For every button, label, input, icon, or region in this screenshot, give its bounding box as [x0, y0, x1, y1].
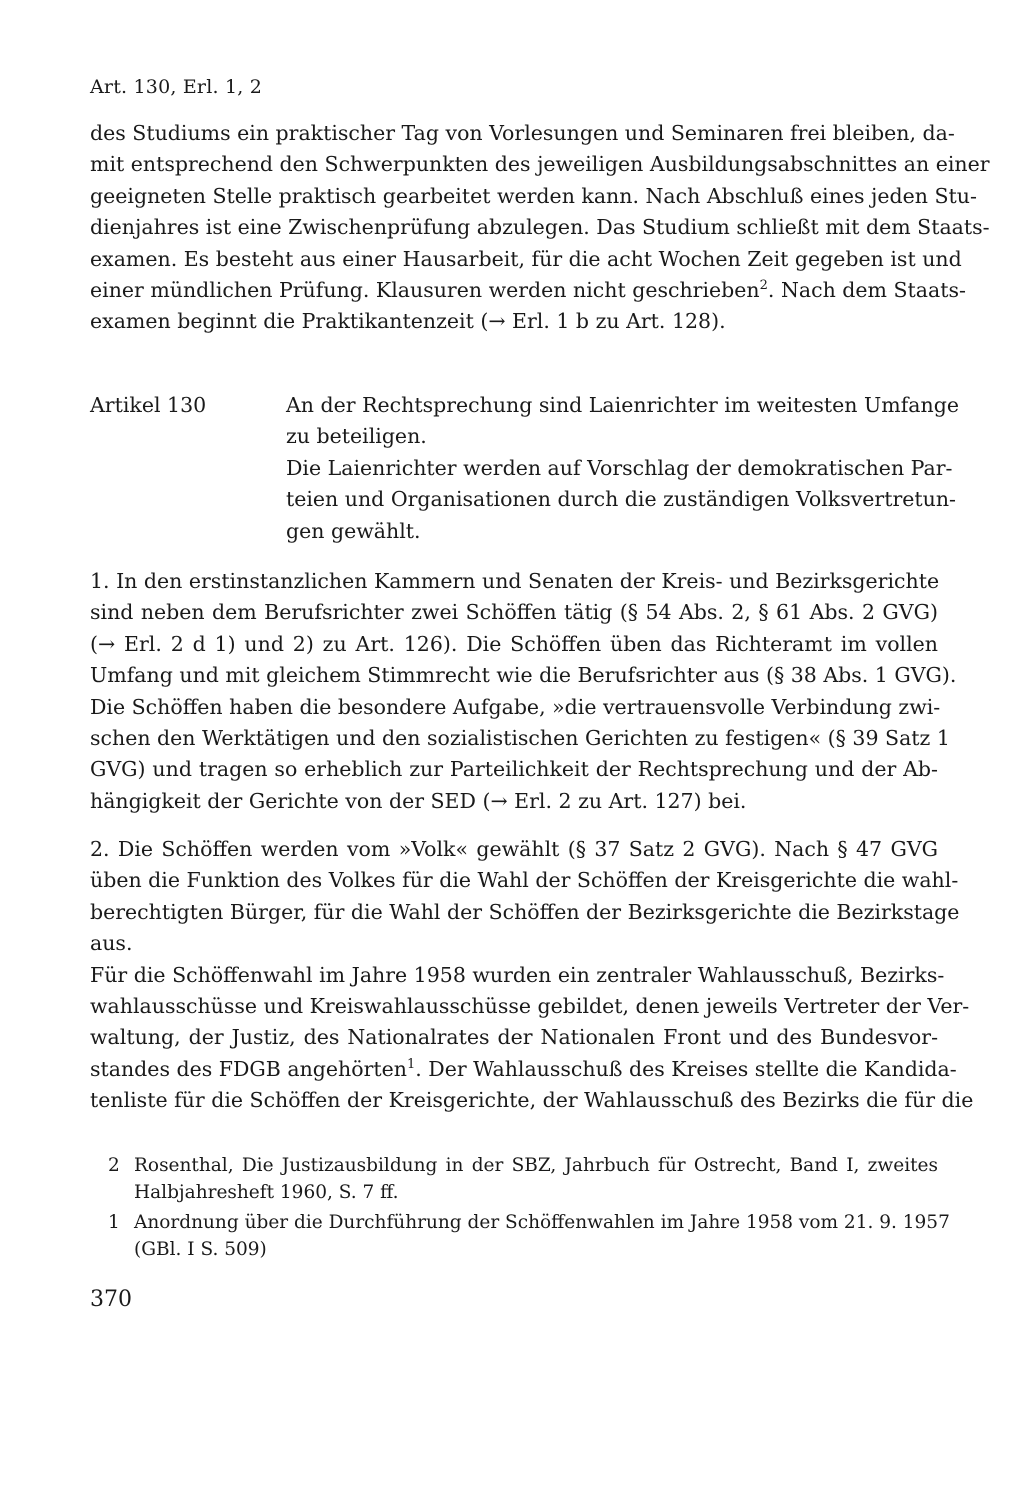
text-line: des Studiums ein praktischer Tag von Vorlesungen und Seminaren frei bleiben, da- — [90, 121, 955, 145]
article-text — [286, 390, 959, 547]
text-line: Die Schöffen haben die besondere Aufgabe, »die vertrauensvolle Verbindung zwi- — [90, 694, 941, 719]
text-segment: . Nach dem Staats- — [767, 278, 966, 303]
footnote-line: Halbjahresheft 1960, S. 7 ff. — [134, 1181, 399, 1203]
text-line: Für die Schöffenwahl im Jahre 1958 wurden ein zentraler Wahlausschuß, Bezirks- — [90, 962, 945, 987]
footnote-reference: 2 — [759, 278, 768, 294]
text-line — [90, 275, 966, 306]
text-line: waltung, der Justiz, des Nationalrates der Nationalen Front und des Bundesvor- — [90, 1025, 938, 1050]
commentary-note-1 — [90, 566, 957, 817]
article-line: zu beteiligen. — [286, 424, 427, 449]
commentary-note-2 — [90, 834, 974, 1117]
article-label: Artikel 130 — [90, 393, 207, 417]
footnote-reference: 1 — [406, 1057, 416, 1073]
text-line: hängigkeit der Gerichte von der SED (→ Erl. 2 zu Art. 127) bei. — [90, 788, 747, 813]
text-line: mit entsprechend den Schwerpunkten des jeweiligen Ausbildungsabschnittes an einer — [90, 152, 990, 177]
text-line: Umfang und mit gleichem Stimmrecht wie die Berufsrichter aus (§ 38 Abs. 1 GVG). — [90, 663, 957, 688]
footnote-number: 1 — [108, 1212, 120, 1233]
footnote-line: Rosenthal, Die Justizausbildung in der SBZ, Jahrbuch für Ostrecht, Band I, zweites — [134, 1155, 938, 1176]
continuation-paragraph — [90, 118, 990, 338]
text-line: berechtigten Bürger, für die Wahl der Schöffen der Bezirksgerichte die Bezirkstage — [90, 899, 960, 924]
text-line: 2. Die Schöffen werden vom »Volk« gewählt (§ 37 Satz 2 GVG). Nach § 47 GVG — [90, 837, 938, 861]
article-line: gen gewählt. — [286, 518, 421, 543]
text-line — [90, 1054, 957, 1085]
text-line: examen beginnt die Praktikantenzeit (→ Erl. 1 b zu Art. 128). — [90, 309, 726, 334]
page-number: 370 — [90, 1287, 132, 1312]
text-segment: einer mündlichen Prüfung. Klausuren werden nicht geschrieben — [90, 278, 760, 303]
article-line: An der Rechtsprechung sind Laienrichter im weitesten Umfange — [286, 393, 959, 417]
text-line: sind neben dem Berufsrichter zwei Schöffen tätig (§ 54 Abs. 2, § 61 Abs. 2 GVG) — [90, 600, 938, 625]
footnote-line: Anordnung über die Durchführung der Schöffenwahlen im Jahre 1958 vom 21. 9. 1957 — [134, 1212, 950, 1233]
text-segment: standes des FDGB angehörten — [90, 1056, 407, 1081]
footnote-number: 2 — [108, 1155, 120, 1176]
footnote — [108, 1153, 938, 1206]
text-line: schen den Werktätigen und den sozialistischen Gerichten zu festigen« (§ 39 Satz 1 — [90, 726, 950, 751]
footnotes — [108, 1153, 950, 1267]
text-line: GVG) und tragen so erheblich zur Parteilichkeit der Rechtsprechung und der Ab- — [90, 757, 938, 782]
text-line: dienjahres ist eine Zwischenprüfung abzulegen. Das Studium schließt mit dem Staats- — [90, 215, 990, 240]
text-line: aus. — [90, 931, 133, 956]
footnote-line: (GBl. I S. 509) — [134, 1238, 267, 1260]
text-line: geeigneten Stelle praktisch gearbeitet werden kann. Nach Abschluß eines jeden Stu- — [90, 183, 977, 208]
text-line: wahlausschüsse und Kreiswahlausschüsse gebildet, denen jeweils Vertreter der Ver- — [90, 994, 970, 1019]
footnote — [108, 1210, 950, 1263]
article-line: Die Laienrichter werden auf Vorschlag der demokratischen Par- — [286, 455, 953, 480]
article-line: teien und Organisationen durch die zuständigen Volksvertretun- — [286, 487, 956, 512]
text-line: 1. In den erstinstanzlichen Kammern und Senaten der Kreis- und Bezirksgerichte — [90, 569, 940, 593]
text-line: üben die Funktion des Volkes für die Wahl der Schöffen der Kreisgerichte die wahl- — [90, 868, 959, 893]
text-line: (→ Erl. 2 d 1) und 2) zu Art. 126). Die Schöffen üben das Richteramt im vollen — [90, 631, 938, 656]
text-line: tenliste für die Schöffen der Kreisgerichte, der Wahlausschuß des Bezirks die für die — [90, 1088, 974, 1113]
running-header: Art. 130, Erl. 1, 2 — [90, 76, 263, 98]
text-line: examen. Es besteht aus einer Hausarbeit, für die acht Wochen Zeit gegeben ist und — [90, 246, 962, 271]
text-segment: . Der Wahlausschuß des Kreises stellte die Kandida- — [415, 1056, 957, 1081]
